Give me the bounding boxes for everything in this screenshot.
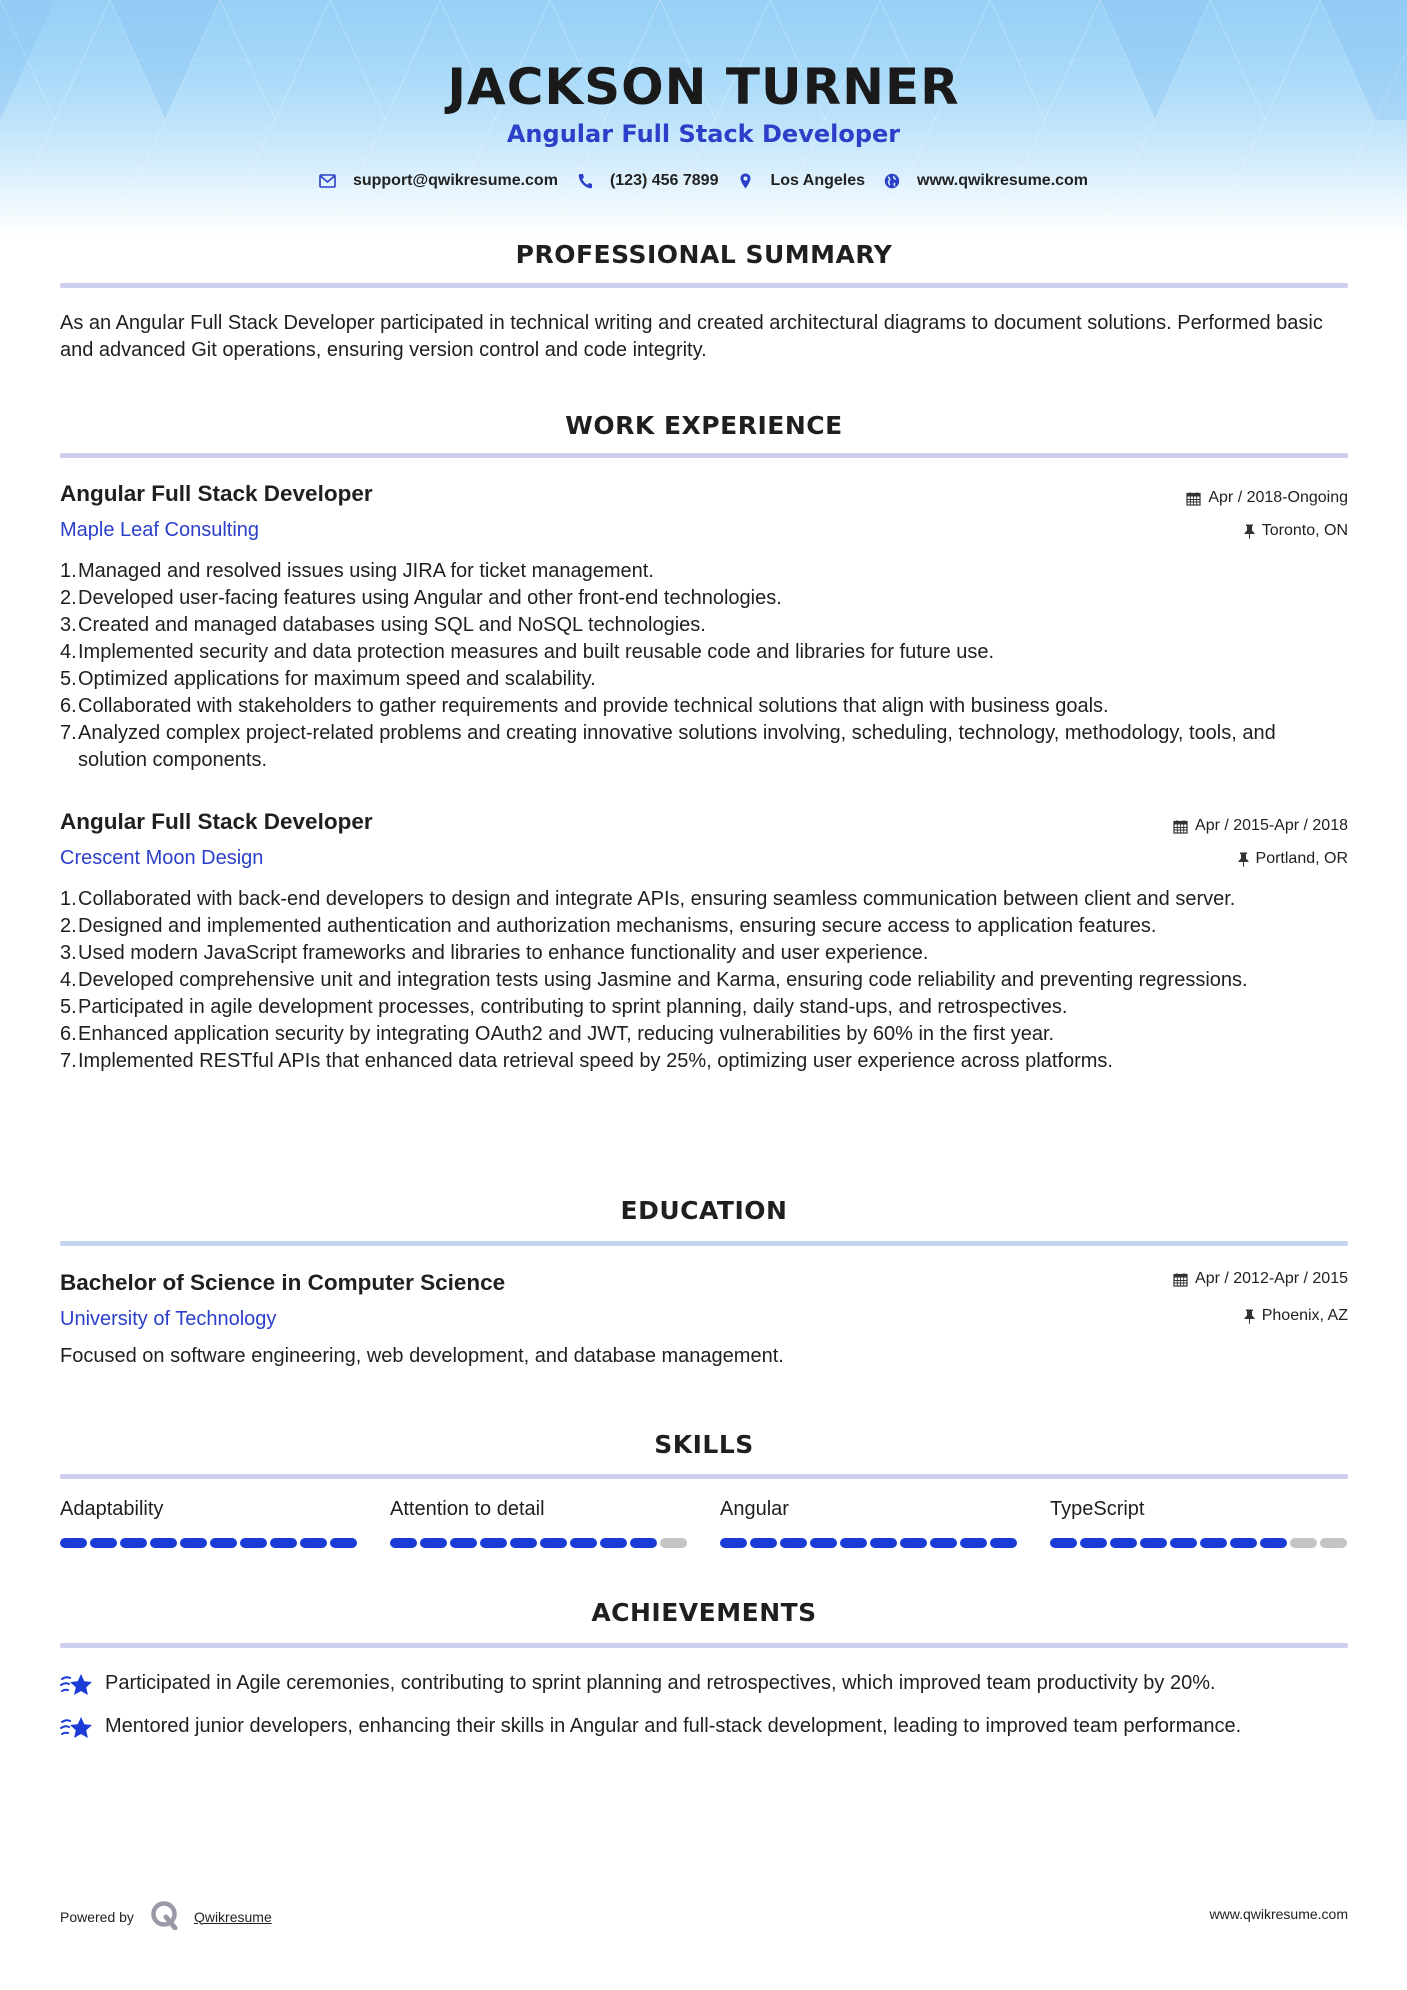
achievement-text: Mentored junior developers, enhancing their skills in Angular and full-stack development, leading to improved team performance. <box>105 1715 1242 1737</box>
skill-segment-filled <box>240 1538 267 1548</box>
skill-segment-filled <box>990 1538 1017 1548</box>
skill-item <box>60 1498 360 1548</box>
job-location <box>1244 522 1348 540</box>
envelope-icon <box>319 172 337 190</box>
pushpin-icon <box>1244 524 1255 539</box>
skill-segment-filled <box>900 1538 927 1548</box>
education-location <box>1244 1307 1348 1325</box>
job-title: Angular Full Stack Developer <box>60 809 373 834</box>
list-item: 6. Collaborated with stakeholders to gather requirements and provide technical solutions that align with business goals. <box>60 695 1109 717</box>
section-divider <box>60 283 1348 288</box>
education-dates-text: Apr / 2012-Apr / 2015 <box>1195 1270 1348 1287</box>
skill-segment-filled <box>630 1538 657 1548</box>
list-item: 7. Analyzed complex project-related problems and creating innovative solutions involving, scheduling, technology, methodology, tools, and solution components. <box>60 722 1276 771</box>
skill-segment-empty <box>1290 1538 1317 1548</box>
skill-item <box>720 1498 1020 1548</box>
skill-name: Attention to detail <box>390 1498 545 1520</box>
footer-website[interactable]: www.qwikresume.com <box>1209 1906 1348 1922</box>
list-item: 3. Created and managed databases using SQL and NoSQL technologies. <box>60 614 706 636</box>
resume-header <box>0 0 1407 235</box>
skill-segment-filled <box>780 1538 807 1548</box>
section-divider <box>60 1643 1348 1648</box>
skill-segment-filled <box>1230 1538 1257 1548</box>
skill-segment-filled <box>1200 1538 1227 1548</box>
job-location <box>1238 850 1348 868</box>
company-name: Maple Leaf Consulting <box>60 519 260 541</box>
list-item: 7. Implemented RESTful APIs that enhanced data retrieval speed by 25%, optimizing user experience across platforms. <box>60 1050 1113 1072</box>
skill-segment-filled <box>570 1538 597 1548</box>
job-dates <box>1173 817 1348 835</box>
map-marker-icon <box>736 172 754 190</box>
skill-rating-bar <box>390 1538 690 1548</box>
skill-segment-filled <box>60 1538 87 1548</box>
header-triangle-pattern <box>0 0 1407 235</box>
section-divider <box>60 1241 1348 1246</box>
list-item: 4. Implemented security and data protection measures and built reusable code and libraries for future use. <box>60 641 995 663</box>
skills-grid <box>60 1498 1350 1548</box>
contact-phone-text: (123) 456 7899 <box>609 172 719 189</box>
list-item: 1. Collaborated with back-end developers to design and integrate APIs, ensuring seamless communication between client and server. <box>60 888 1236 910</box>
education-dates <box>1173 1270 1348 1288</box>
shooting-star-icon <box>60 1670 105 1707</box>
skill-rating-bar <box>60 1538 360 1548</box>
skill-segment-filled <box>1110 1538 1137 1548</box>
skill-segment-filled <box>150 1538 177 1548</box>
job-dates-text: Apr / 2018-Ongoing <box>1208 489 1348 506</box>
degree-title: Bachelor of Science in Computer Science <box>60 1270 506 1295</box>
contact-location-text: Los Angeles <box>770 172 866 189</box>
job-location-text: Toronto, ON <box>1261 522 1348 539</box>
skill-segment-filled <box>810 1538 837 1548</box>
calendar-icon <box>1173 1272 1188 1287</box>
qwikresume-link[interactable]: Qwikresume <box>193 1908 272 1925</box>
skill-segment-filled <box>600 1538 627 1548</box>
job-title: Angular Full Stack Developer <box>60 481 373 506</box>
list-item: 5. Participated in agile development processes, contributing to sprint planning, daily stand-ups, and retrospectives. <box>60 996 1068 1018</box>
skill-item <box>1050 1498 1350 1548</box>
achievement-text: Participated in Agile ceremonies, contributing to sprint planning and retrospectives, which improved team productivity by 20%. <box>105 1672 1216 1694</box>
skill-segment-filled <box>180 1538 207 1548</box>
skill-segment-filled <box>330 1538 357 1548</box>
skill-segment-filled <box>90 1538 117 1548</box>
skill-segment-filled <box>870 1538 897 1548</box>
job-bullets <box>60 886 1350 1075</box>
skill-segment-filled <box>270 1538 297 1548</box>
list-item: 3. Used modern JavaScript frameworks and libraries to enhance functionality and user experience. <box>60 942 929 964</box>
pushpin-icon <box>1238 852 1249 867</box>
contact-email[interactable] <box>319 172 558 190</box>
powered-by-label: Powered by <box>60 1908 134 1925</box>
contact-website[interactable] <box>883 172 1088 190</box>
achievement-item <box>60 1670 1350 1707</box>
contact-email-text: support@qwikresume.com <box>352 172 558 189</box>
company-name: Crescent Moon Design <box>60 847 264 869</box>
skill-segment-empty <box>660 1538 687 1548</box>
section-heading-experience: WORK EXPERIENCE <box>565 411 843 440</box>
skill-segment-filled <box>1080 1538 1107 1548</box>
job-dates <box>1186 489 1348 507</box>
skill-rating-bar <box>1050 1538 1350 1548</box>
skill-segment-filled <box>1260 1538 1287 1548</box>
job-dates-text: Apr / 2015-Apr / 2018 <box>1195 817 1348 834</box>
skill-item <box>390 1498 690 1548</box>
skill-segment-filled <box>480 1538 507 1548</box>
achievement-item <box>60 1713 1350 1750</box>
skill-segment-filled <box>120 1538 147 1548</box>
skill-segment-filled <box>450 1538 477 1548</box>
list-item: 5. Optimized applications for maximum speed and scalability. <box>60 668 596 690</box>
section-heading-education: EDUCATION <box>620 1196 788 1225</box>
skill-segment-filled <box>840 1538 867 1548</box>
contact-bar <box>0 172 1407 190</box>
list-item: 2. Developed user-facing features using Angular and other front-end technologies. <box>60 587 782 609</box>
skill-segment-filled <box>420 1538 447 1548</box>
section-heading-achievements: ACHIEVEMENTS <box>591 1598 817 1627</box>
skill-segment-filled <box>540 1538 567 1548</box>
skill-segment-filled <box>300 1538 327 1548</box>
skill-segment-filled <box>510 1538 537 1548</box>
pushpin-icon <box>1244 1309 1255 1324</box>
skill-segment-filled <box>960 1538 987 1548</box>
skill-name: TypeScript <box>1050 1498 1145 1520</box>
list-item: 1. Managed and resolved issues using JIRA for ticket management. <box>60 560 654 582</box>
list-item: 2. Designed and implemented authentication and authorization mechanisms, ensuring secure access to application features. <box>60 915 1157 937</box>
qwikresume-logo-icon <box>150 1900 180 1933</box>
candidate-name: JACKSON TURNER <box>447 58 960 116</box>
section-heading-skills: SKILLS <box>654 1430 754 1459</box>
skill-segment-filled <box>720 1538 747 1548</box>
list-item: 4. Developed comprehensive unit and integration tests using Jasmine and Karma, ensuring code reliability and preventing regressions. <box>60 969 1248 991</box>
section-divider <box>60 1474 1348 1479</box>
skill-name: Angular <box>720 1498 789 1520</box>
shooting-star-icon <box>60 1713 105 1750</box>
skill-segment-filled <box>1170 1538 1197 1548</box>
contact-website-text: www.qwikresume.com <box>917 172 1089 189</box>
calendar-icon <box>1186 491 1201 506</box>
candidate-title: Angular Full Stack Developer <box>506 120 901 148</box>
skill-segment-filled <box>1140 1538 1167 1548</box>
section-heading-summary: PROFESSIONAL SUMMARY <box>515 240 893 269</box>
education-location-text: Phoenix, AZ <box>1261 1307 1348 1324</box>
contact-phone[interactable] <box>576 172 719 190</box>
globe-icon <box>883 172 901 190</box>
skill-segment-empty <box>1320 1538 1347 1548</box>
skill-rating-bar <box>720 1538 1020 1548</box>
job-bullets <box>60 558 1350 774</box>
section-divider <box>60 453 1348 458</box>
contact-location <box>736 172 865 190</box>
phone-icon <box>576 172 594 190</box>
footer-powered-by <box>60 1900 272 1933</box>
job-location-text: Portland, OR <box>1255 850 1348 867</box>
list-item: 6. Enhanced application security by integrating OAuth2 and JWT, reducing vulnerabilities by 60% in the first year. <box>60 1023 1055 1045</box>
summary-text: As an Angular Full Stack Developer participated in technical writing and created architectural diagrams to document solutions. Performed basic and advanced Git operations, ensuring version control and code integrity. <box>60 312 1323 361</box>
skill-segment-filled <box>390 1538 417 1548</box>
school-name: University of Technology <box>60 1308 277 1330</box>
skill-segment-filled <box>1050 1538 1077 1548</box>
skill-segment-filled <box>210 1538 237 1548</box>
skill-name: Adaptability <box>60 1498 164 1520</box>
calendar-icon <box>1173 819 1188 834</box>
education-description: Focused on software engineering, web development, and database management. <box>60 1345 784 1367</box>
skill-segment-filled <box>750 1538 777 1548</box>
skill-segment-filled <box>930 1538 957 1548</box>
